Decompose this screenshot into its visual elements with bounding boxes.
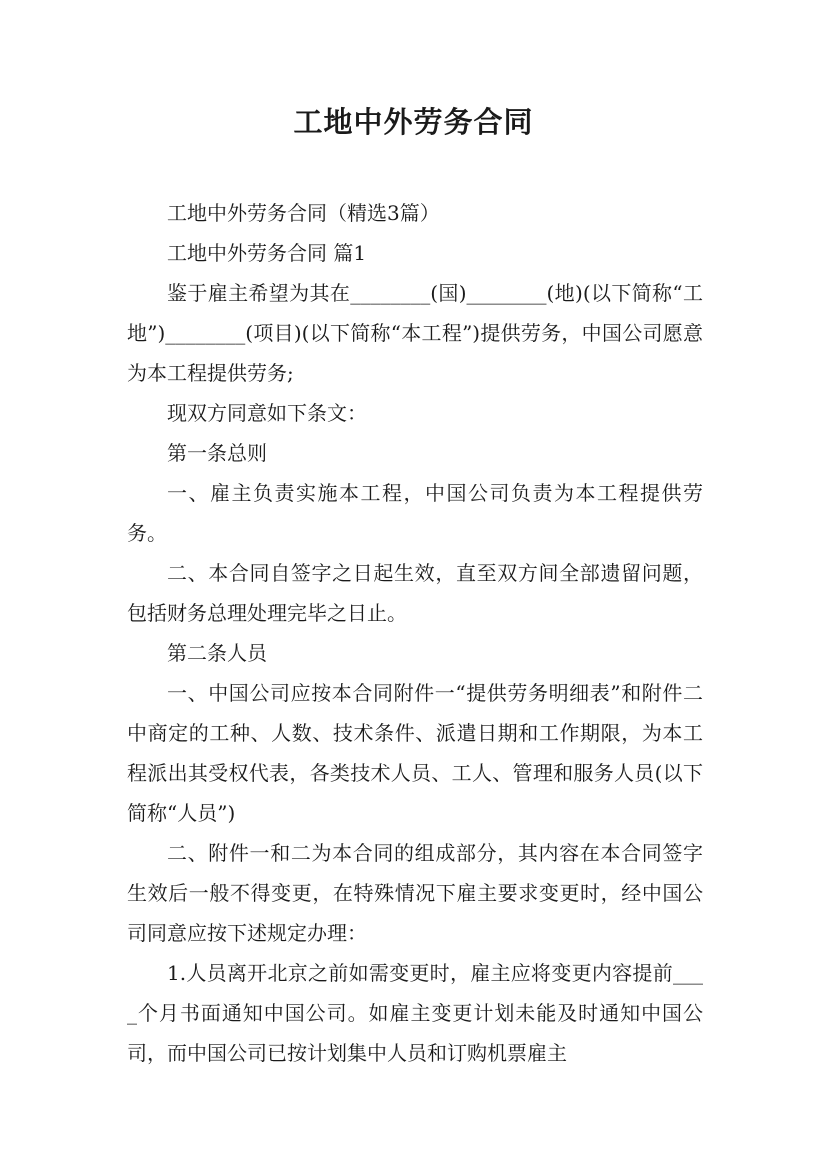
paragraph-preamble: 鉴于雇主希望为其在________(国)________(地)(以下简称“工地”)________(项目)(以下简称“本工程”)提供劳务，中国公司愿意为本工程提供劳务; bbox=[127, 281, 703, 385]
document-title: 工地中外劳务合同 bbox=[293, 105, 534, 139]
heading-article-1: 第一条总则 bbox=[167, 441, 267, 465]
paragraph-intro: 工地中外劳务合同（精选3篇） bbox=[167, 201, 440, 225]
paragraph-article-1-clause-1: 一、雇主负责实施本工程，中国公司负责为本工程提供劳务。 bbox=[127, 481, 703, 545]
paragraph-section-label: 工地中外劳务合同 篇1 bbox=[167, 241, 367, 265]
heading-article-2: 第二条人员 bbox=[167, 641, 267, 665]
paragraph-agreement: 现双方同意如下条文： bbox=[167, 401, 367, 425]
paragraph-article-2-clause-2: 二、附件一和二为本合同的组成部分，其内容在本合同签字生效后一般不得变更，在特殊情况下雇主要求变更时，经中国公司同意应按下述规定办理： bbox=[127, 841, 703, 945]
paragraph-article-2-item-1: 1.人员离开北京之前如需变更时，雇主应将变更内容提前____个月书面通知中国公司。如雇主变更计划未能及时通知中国公司，而中国公司已按计划集中人员和订购机票雇主 bbox=[127, 961, 703, 1065]
document-body bbox=[127, 193, 703, 1073]
paragraph-article-1-clause-2: 二、本合同自签字之日起生效，直至双方间全部遗留问题，包括财务总理处理完毕之日止。 bbox=[127, 561, 703, 625]
paragraph-article-2-clause-1: 一、中国公司应按本合同附件一“提供劳务明细表”和附件二中商定的工种、人数、技术条件、派遣日期和工作期限，为本工程派出其受权代表，各类技术人员、工人、管理和服务人员(以下简称“人员”) bbox=[127, 681, 703, 825]
